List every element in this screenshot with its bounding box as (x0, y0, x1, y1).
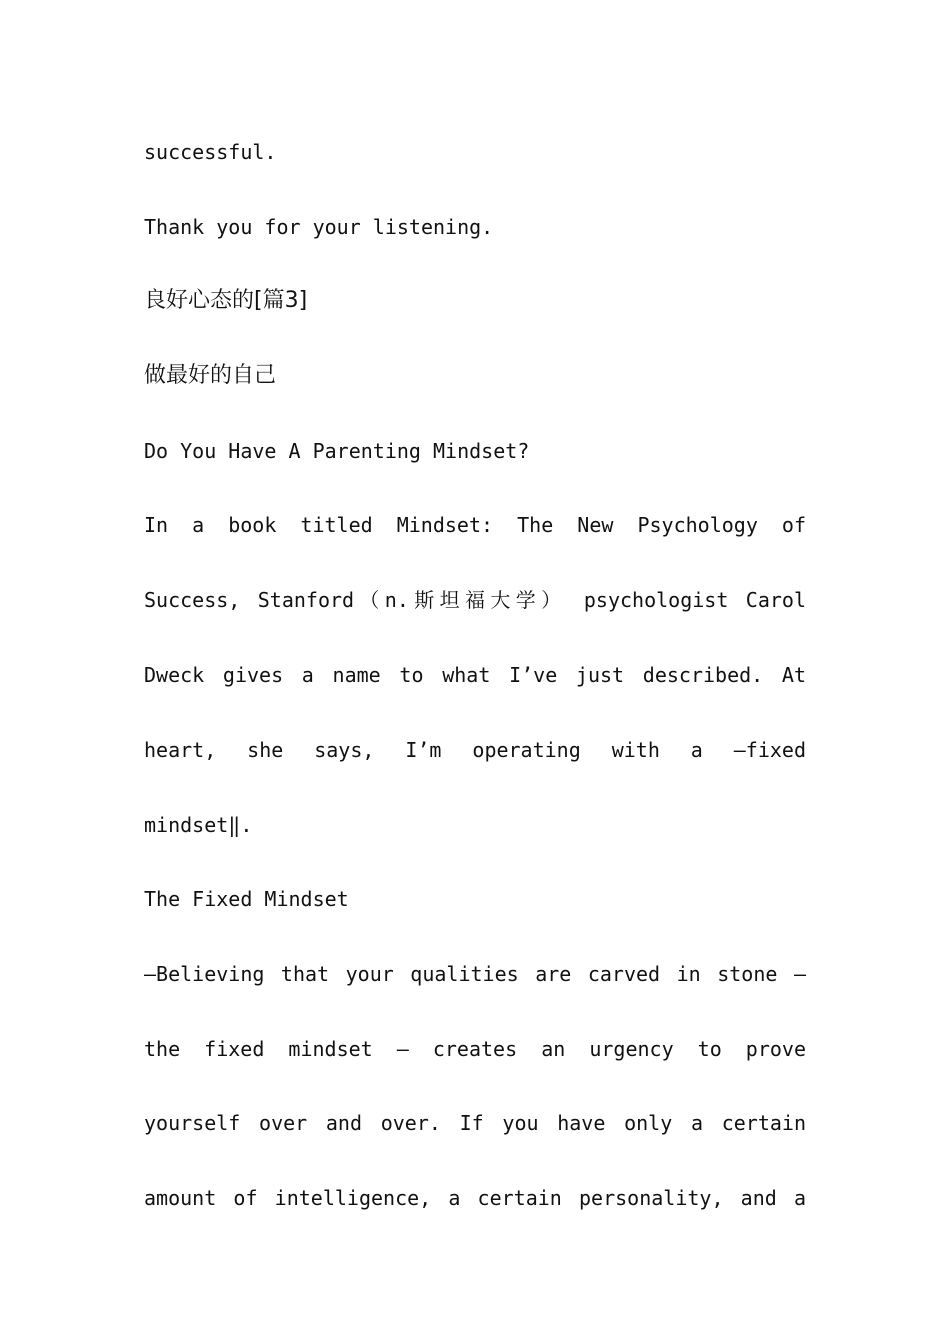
subsection-title: The Fixed Mindset (144, 887, 349, 911)
text-line: the fixed mindset – creates an urgency to prove (144, 1037, 806, 1061)
text-line: yourself over and over. If you have only a certain (144, 1111, 806, 1135)
text-line: mindset‖. (144, 813, 253, 837)
text-line: heart, she says, I’m operating with a ―fixed (144, 738, 806, 762)
text-line: ―Believing that your qualities are carved in stone – (144, 962, 806, 986)
text-line: Success, Stanford（n.斯坦福大学） psychologist Carol (144, 588, 806, 612)
text-line: Dweck gives a name to what I’ve just described. At (144, 663, 806, 687)
section-subheading: 做最好的自己 (144, 363, 277, 388)
article-title: Do You Have A Parenting Mindset? (144, 439, 530, 463)
text-line: In a book titled Mindset: The New Psychology of (144, 513, 806, 537)
text-line: amount of intelligence, a certain personality, and a (144, 1186, 806, 1210)
section-heading: 良好心态的[篇3] (144, 288, 308, 313)
text-line: Thank you for your listening. (144, 215, 494, 239)
text-line: successful. (144, 140, 277, 164)
